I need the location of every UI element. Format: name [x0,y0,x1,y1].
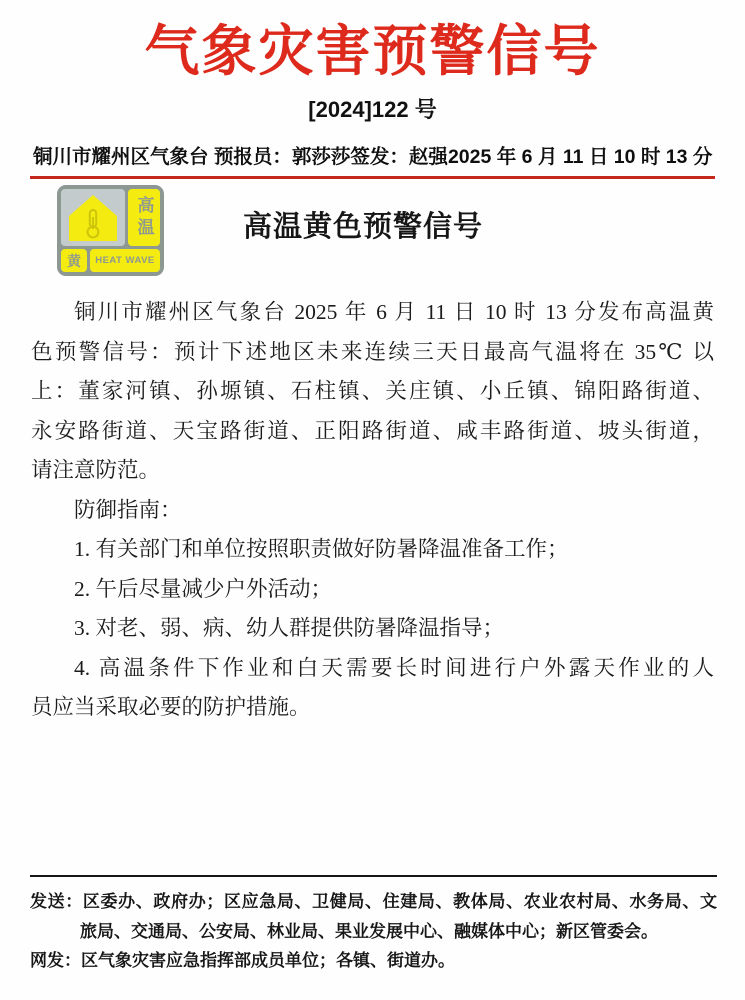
doc-number: [2024]122 号 [308,97,437,122]
warning-level-label: 黄 [61,249,87,272]
net-line [30,946,717,976]
net-label: 网发： [30,951,81,970]
issuer-row [33,144,712,170]
send-line-continued: 旅局、交通局、公安局、林业局、果业发展中心、融媒体中心；新区管委会。 [80,921,658,941]
warning-icon-top-row [61,189,160,246]
signer-label: 签发：赵强 [350,146,448,168]
guide-item-line: 员应当采取必要的防护措施。 [31,695,311,719]
body-line: 永安路街道、天宝路街道、正阳路街道、咸丰路街道、坡头街道， [31,418,714,443]
distribution-footer [30,875,717,976]
net-content: 区气象灾害应急指挥部成员单位；各镇、街道办。 [81,951,455,970]
guide-item-line: 1. 有关部门和单位按照职责做好防暑降温准备工作； [74,537,569,561]
heat-label-vertical: 高温 [128,189,160,246]
issue-datetime: 2025 年 6 月 11 日 10 时 13 分 [447,146,713,168]
heat-wave-warning-icon [57,185,164,276]
guide-item-line: 3. 对老、弱、病、幼人群提供防暑降温指导； [74,616,505,640]
send-label: 发送： [30,892,83,911]
page-title: 气象灾害预警信号 [144,20,601,82]
warning-icon-bottom-row [61,249,160,272]
send-line [30,887,717,917]
agency-forecaster-label: 铜川市耀州区气象台 预报员：郭莎莎 [33,146,351,168]
guide-item-line: 4. 高温条件下作业和白天需要长时间进行户外露天作业的人 [74,655,714,680]
guide-title-line: 防御指南： [74,497,182,522]
send-content: 区委办、政府办；区应急局、卫健局、住建局、教体局、农业农村局、水务局、文 [82,892,718,911]
warning-header-row [0,179,745,279]
warning-body [31,293,714,728]
guide-item-line: 2. 午后尽量减少户外活动； [74,576,333,601]
sun-thermometer-icon [61,189,125,246]
body-line: 铜川市耀州区气象台 2025 年 6 月 11 日 10 时 13 分发布高温黄 [74,300,714,324]
warning-heading: 高温黄色预警信号 [243,211,484,243]
body-line: 上：董家河镇、孙塬镇、石柱镇、关庄镇、小丘镇、锦阳路街道、 [31,379,714,403]
body-line: 色预警信号：预计下述地区未来连续三天日最高气温将在 35℃ 以 [31,339,714,364]
body-line: 请注意防范。 [31,458,161,482]
heat-wave-english-label: HEAT WAVE [90,249,160,272]
